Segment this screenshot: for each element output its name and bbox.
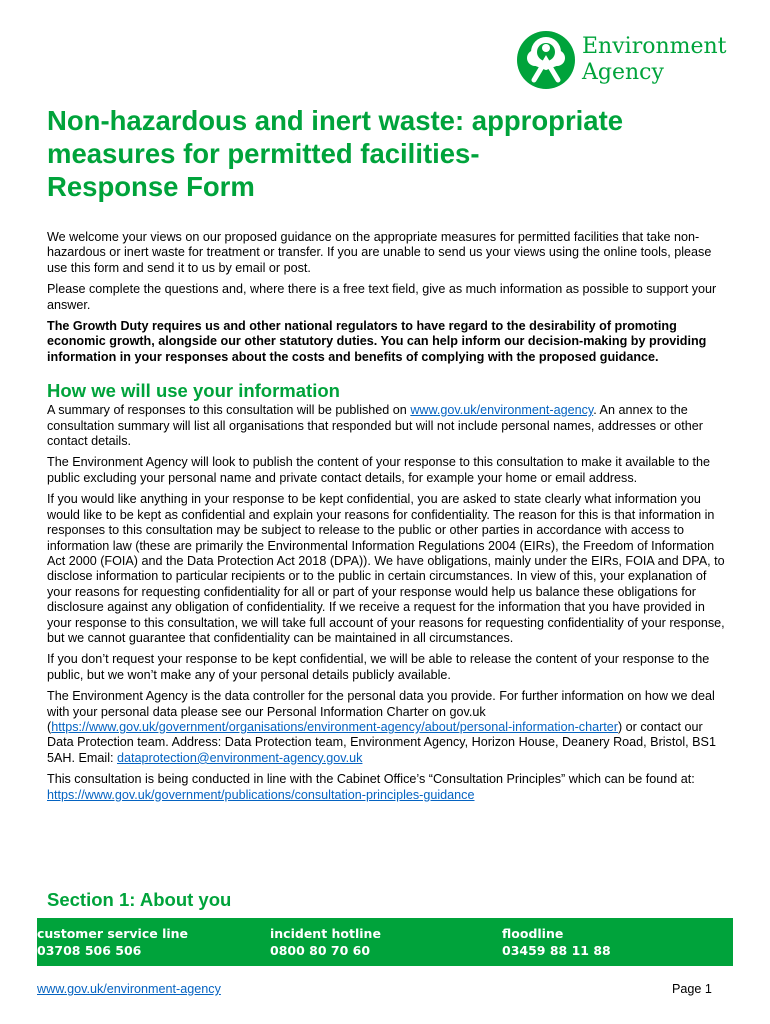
growth-duty-paragraph: The Growth Duty requires us and other national regulators to have regard to the desirability of promoting economic growth, alongside our other statutory duties. You can help inform our decision-making by providing information in your responses about the costs and benefits of complying with the proposed guidance. bbox=[47, 319, 707, 364]
incident-hotline-label: incident hotline bbox=[270, 926, 381, 941]
intro-paragraph-2: Please complete the questions and, where there is a free text field, give as much information as possible to support your answer. bbox=[47, 282, 717, 312]
page-number: Page 1 bbox=[672, 982, 712, 996]
main-content bbox=[47, 230, 727, 809]
consultation-principles-link[interactable]: https://www.gov.uk/government/publications/consultation-principles-guidance bbox=[47, 787, 475, 802]
contact-footer-band bbox=[37, 918, 733, 966]
tree-person-icon bbox=[516, 30, 576, 90]
section-1-heading: Section 1: About you bbox=[47, 889, 232, 910]
info-p1-text-b: . An annex to the consultation summary will list all organisations that responded but will not include personal names, addresses or other contact details. bbox=[47, 403, 703, 449]
info-p1-text-a: A summary of responses to this consultation will be published on bbox=[47, 403, 411, 418]
incident-hotline-block bbox=[270, 925, 381, 959]
logo-line-2: Agency bbox=[582, 60, 664, 85]
intro-paragraph-1: We welcome your views on our proposed guidance on the appropriate measures for permitted facilities that take non-hazardous or inert waste for treatment or transfer. If you are unable to send us your views using the online tools, please use this form and send it to us by email or post. bbox=[47, 230, 712, 275]
customer-service-block bbox=[37, 925, 188, 959]
title-line-2: measures for permitted facilities- bbox=[47, 138, 480, 169]
floodline-block bbox=[502, 925, 611, 959]
info-p6-text-a: This consultation is being conducted in line with the Cabinet Office’s “Consultation Principles” which can be found at: bbox=[47, 772, 695, 787]
info-paragraph-3: If you would like anything in your response to be kept confidential, you are asked to state clearly what information you would like to be kept as confidential and explain your reasons for confidentiality. The reason for this is that information in responses to this consultation may be subject to release to the public or other parties in accordance with access to information law (these are primarily the Environmental Information Regulations 2004 (EIRs), the Freedom of Information Act 2000 (FOIA) and the Data Protection Act 2018 (DPA)). We have obligations, mainly under the EIRs, FOIA and DPA, to disclose information to particular recipients or to the public in certain circumstances. In view of this, your explanation of your reasons for requesting confidentiality for all or part of your response would help us balance these obligations for disclosure against any obligation of confidentiality. If we receive a request for the information that you have provided in your response to this consultation, we will take full account of your reasons for requesting confidentiality of your response, but we cannot guarantee that confidentiality can be maintained in all circumstances. bbox=[47, 492, 725, 645]
personal-information-charter-link[interactable]: https://www.gov.uk/government/organisations/environment-agency/about/personal-information-charter bbox=[51, 719, 618, 734]
customer-service-label: customer service line bbox=[37, 926, 189, 941]
info-heading: How we will use your information bbox=[47, 380, 340, 402]
environment-agency-logo bbox=[516, 30, 746, 92]
incident-hotline-number: 0800 80 70 60 bbox=[270, 943, 371, 958]
page-title bbox=[47, 104, 737, 203]
title-line-1: Non-hazardous and inert waste: appropriate bbox=[47, 105, 624, 136]
info-p5-text-a: The Environment Agency is the data controller for the personal data you provide. For further information on how we deal with your personal data please see our Personal Information Charter on gov.uk ( bbox=[47, 689, 715, 734]
info-paragraph-5 bbox=[47, 689, 727, 766]
logo-line-1: Environment bbox=[582, 34, 727, 59]
footer-gov-uk-link[interactable]: www.gov.uk/environment-agency bbox=[37, 982, 221, 996]
floodline-number: 03459 88 11 88 bbox=[502, 943, 611, 958]
data-protection-email-link[interactable]: dataprotection@environment-agency.gov.uk bbox=[117, 750, 363, 765]
info-paragraph-1 bbox=[47, 403, 727, 449]
info-p5-text-b: ) or contact our Data Protection team. Address: Data Protection team, Environment Agency, Horizon House, Deanery Road, Bristol, BS1 5AH. Email: bbox=[47, 719, 716, 765]
gov-uk-link[interactable]: www.gov.uk/environment-agency bbox=[410, 403, 594, 418]
customer-service-number: 03708 506 506 bbox=[37, 943, 142, 958]
info-paragraph-6 bbox=[47, 772, 727, 803]
title-line-3: Response Form bbox=[47, 171, 255, 202]
info-paragraph-4: If you don’t request your response to be kept confidential, we will be able to release the content of your response to the public, but we won’t make any of your personal details publicly available. bbox=[47, 652, 710, 682]
floodline-label: floodline bbox=[502, 926, 564, 941]
info-paragraph-2: The Environment Agency will look to publish the content of your response to this consultation to make it available to the public excluding your personal name and private contact details, for example your home or email address. bbox=[47, 455, 710, 485]
logo-text bbox=[582, 34, 727, 86]
